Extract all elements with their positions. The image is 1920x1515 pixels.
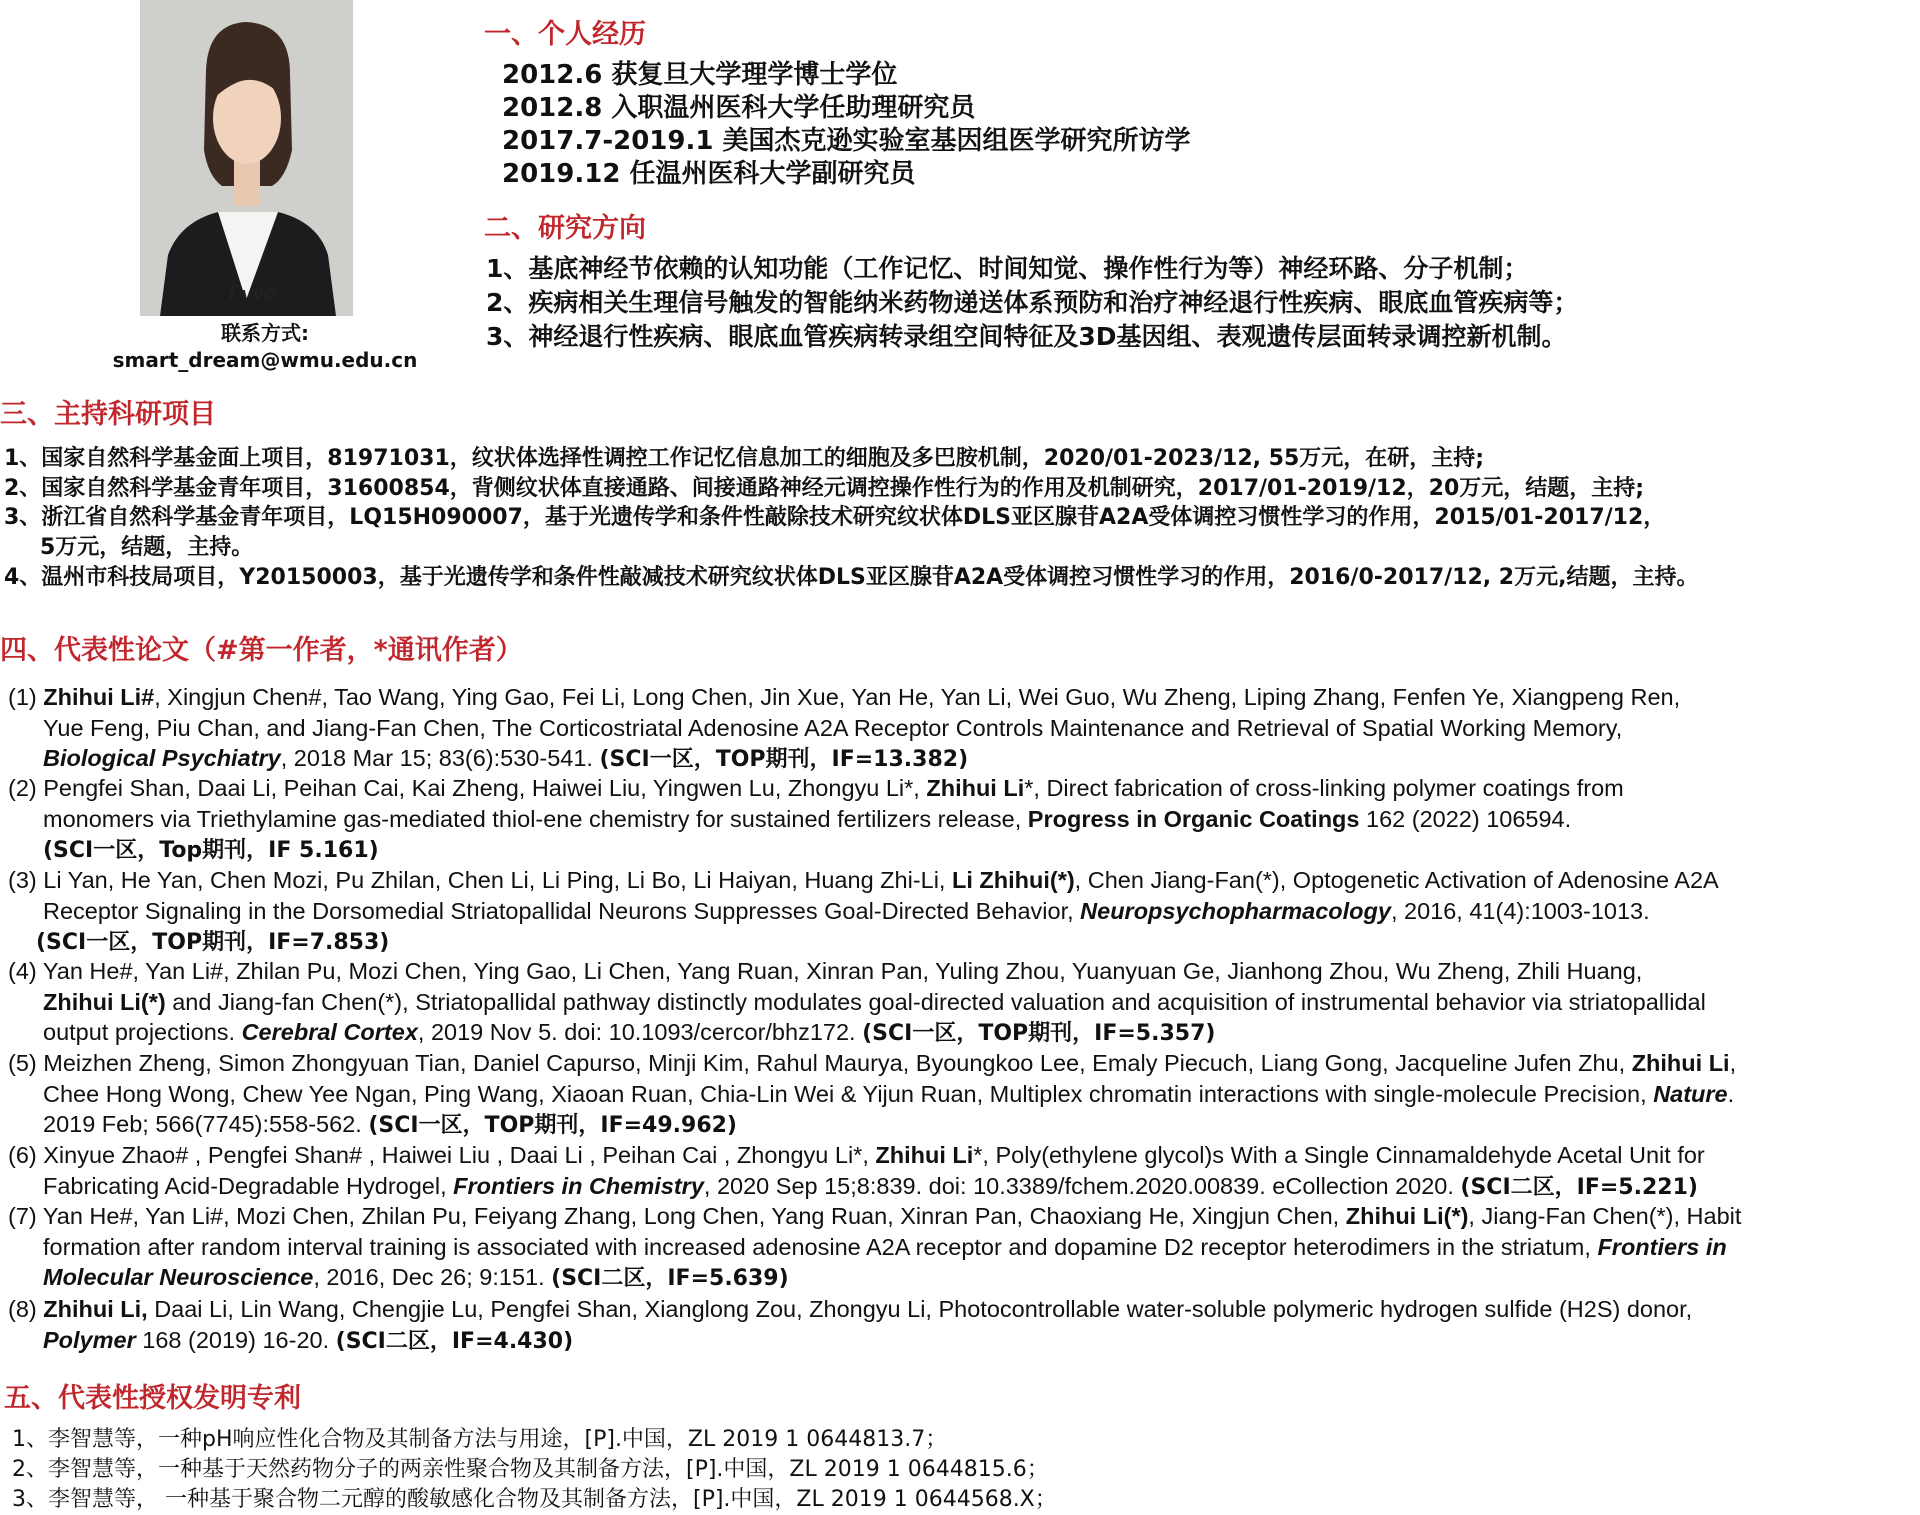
author-highlight: Zhihui Li	[875, 1142, 974, 1168]
contact-email[interactable]: smart_dream@wmu.edu.cn	[112, 348, 418, 372]
contact-block	[110, 320, 420, 374]
contact-label: 联系方式:	[221, 321, 309, 345]
paper-7: (7) Yan He#, Yan Li#, Mozi Chen, Zhilan Pu, Feiyang Zhang, Long Chen, Yang Ruan, Xinran Pan, Chaoxiang He, Xingjun Chen, Zhihui Li(*), Jiang-Fan Chen(*), Habit formation after random interval training is associated with increased adenosine A2A receptor and dopamine D2 receptor heterodimers in the striatum, Frontiers in Molecular Neuroscience, 2016, Dec 26; 9:151. (SCI二区，IF=5.639)	[8, 1203, 1742, 1291]
author-highlight: Zhihui Li#	[43, 684, 155, 710]
paper-1: (1) Zhihui Li#, Xingjun Chen#, Tao Wang, Ying Gao, Fei Li, Long Chen, Jin Xue, Yan He, Yan Li, Wei Guo, Wu Zheng, Liping Zhang, Fenfen Ye, Xiangpeng Ren, Yue Feng, Piu Chan, and Jiang-Fan Chen, The Corticostriatal Adenosine A2A Receptor Controls Maintenance and Retrieval of Spatial Working Memory, Biological Psychiatry, 2018 Mar 15; 83(6):530-541. (SCI一区，TOP期刊，IF=13.382)	[8, 684, 1681, 772]
paper-3: (3) Li Yan, He Yan, Chen Mozi, Pu Zhilan, Chen Li, Li Ping, Li Bo, Li Haiyan, Huang Zhi-Li, Li Zhihui(*), Chen Jiang-Fan(*), Optogenetic Activation of Adenosine A2A Receptor Signaling in the Dorsomedial Striatopallidal Neurons Suppresses Goal-Directed Behavior, Neuropsychopharmacology, 2016, 41(4):1003-1013. (SCI一区，TOP期刊，IF=7.853)	[8, 867, 1719, 955]
journal-name: Nature	[1653, 1080, 1728, 1107]
cv-item: 2019.12 任温州医科大学副研究员	[502, 159, 916, 189]
shirt-lettering: Lvvd	[228, 281, 277, 305]
portrait-image	[140, 0, 353, 316]
journal-name: Polymer	[43, 1326, 136, 1353]
journal-name: Neuropsychopharmacology	[1080, 897, 1391, 924]
author-highlight: Zhihui Li	[926, 775, 1025, 801]
cv-item: 2012.8 入职温州医科大学任助理研究员	[502, 93, 976, 123]
section-title-projects: 三、主持科研项目	[0, 399, 216, 430]
profile-photo	[140, 0, 353, 316]
patent-item: 3、李智慧等， 一种基于聚合物二元醇的酸敏感化合物及其制备方法，[P].中国，ZL 2019 1 0644568.X；	[12, 1487, 1057, 1512]
project-item: 1、国家自然科学基金面上项目，81971031，纹状体选择性调控工作记忆信息加工的细胞及多巴胺机制，2020/01-2023/12, 55万元，在研，主持;	[4, 446, 1485, 471]
journal-name: Biological Psychiatry	[43, 745, 281, 771]
research-item: 2、疾病相关生理信号触发的智能纳米药物递送体系预防和治疗神经退行性疾病、眼底血管疾病等；	[486, 288, 1579, 317]
impact-tag: (SCI二区，IF=5.639)	[551, 1266, 789, 1291]
author-highlight: Zhihui Li(*)	[1345, 1203, 1469, 1229]
paper-8: (8) Zhihui Li, Daai Li, Lin Wang, Chengjie Lu, Pengfei Shan, Xianglong Zou, Zhongyu Li, Photocontrollable water-soluble polymeric hydrogen sulfide (H2S) donor, Polymer 168 (2019) 16-20. (SCI二区，IF=4.430)	[8, 1296, 1693, 1354]
project-item: 3、浙江省自然科学基金青年项目，LQ15H090007，基于光遗传学和条件性敲除技术研究纹状体DLS亚区腺苷A2A受体调控习惯性学习的作用，2015/01-2017/12，	[4, 505, 1666, 530]
research-item: 1、基底神经节依赖的认知功能（工作记忆、时间知觉、操作性行为等）神经环路、分子机制；	[486, 254, 1529, 283]
author-highlight: Zhihui Li,	[43, 1296, 148, 1322]
cv-item: 2017.7-2019.1 美国杰克逊实验室基因组医学研究所访学	[502, 126, 1191, 156]
section-title-research: 二、研究方向	[484, 213, 646, 244]
patent-item: 2、李智慧等，一种基于天然药物分子的两亲性聚合物及其制备方法，[P].中国，ZL 2019 1 0644815.6；	[12, 1457, 1049, 1482]
author-highlight: Li Zhihui(*)	[951, 867, 1075, 893]
impact-tag: (SCI二区，IF=5.221)	[1460, 1174, 1698, 1200]
paper-2: (2) Pengfei Shan, Daai Li, Peihan Cai, Kai Zheng, Haiwei Liu, Yingwen Lu, Zhongyu Li*, Zhihui Li*, Direct fabrication of cross-linking polymer coatings from monomers via Triethylamine gas-mediated thiol-ene chemistry for sustained fertilizers release, Progress in Organic Coatings 162 (2022) 106594. (SCI一区，Top期刊，IF 5.161)	[8, 775, 1624, 863]
author-highlight: Zhihui Li(*)	[43, 988, 166, 1015]
journal-name: Frontiers in Chemistry	[453, 1172, 704, 1199]
cv-item: 2012.6 获复旦大学理学博士学位	[502, 60, 898, 90]
project-item: 4、温州市科技局项目，Y20150003，基于光遗传学和条件性敲减技术研究纹状体DLS亚区腺苷A2A受体调控习惯性学习的作用，2016/0-2017/12, 2万元,结题，主持。	[4, 565, 1699, 590]
impact-tag: (SCI一区，TOP期刊，IF=5.357)	[862, 1021, 1216, 1046]
journal-name: Molecular Neuroscience	[43, 1264, 314, 1290]
journal-name: Frontiers in	[1597, 1233, 1727, 1260]
research-item: 3、神经退行性疾病、眼底血管疾病转录组空间特征及3D基因组、表观遗传层面转录调控新机制。	[486, 322, 1567, 351]
patent-item: 1、李智慧等，一种pH响应性化合物及其制备方法与用途，[P].中国，ZL 2019 1 0644813.7；	[12, 1427, 948, 1452]
journal-name: Progress in Organic Coatings	[1027, 805, 1360, 832]
paper-6: (6) Xinyue Zhao# , Pengfei Shan# , Haiwei Liu , Daai Li , Peihan Cai , Zhongyu Li*, Zhihui Li*, Poly(ethylene glycol)s With a Single Cinnamaldehyde Acetal Unit for Fabricating Acid-Degradable Hydrogel, Frontiers in Chemistry, 2020 Sep 15;8:839. doi: 10.3389/fchem.2020.00839. eCollection 2020. (SCI二区，IF=5.221)	[8, 1142, 1705, 1200]
paper-5: (5) Meizhen Zheng, Simon Zhongyuan Tian, Daniel Capurso, Minji Kim, Rahul Maurya, Byoungkoo Lee, Emaly Piecuch, Liang Gong, Jacqueline Jufen Zhu, Zhihui Li, Chee Hong Wong, Chew Yee Ngan, Ping Wang, Xiaoan Ruan, Chia-Lin Wei & Yijun Ruan, Multiplex chromatin interactions with single-molecule Precision, Nature. 2019 Feb; 566(7745):558-562. (SCI一区，TOP期刊，IF=49.962)	[8, 1050, 1737, 1138]
section-title-patents: 五、代表性授权发明专利	[4, 1383, 301, 1414]
impact-tag: (SCI一区，TOP期刊，IF=7.853)	[36, 930, 390, 955]
paper-4: (4) Yan He#, Yan Li#, Zhilan Pu, Mozi Chen, Ying Gao, Li Chen, Yang Ruan, Xinran Pan, Yuling Zhou, Yuanyuan Ge, Jianhong Zhou, Wu Zheng, Zhili Huang, Zhihui Li(*) and Jiang-fan Chen(*), Striatopallidal pathway distinctly modulates goal-directed valuation and acquisition of instrumental behavior via striatopallidal output projections. Cerebral Cortex, 2019 Nov 5. doi: 10.1093/cercor/bhz172. (SCI一区，TOP期刊，IF=5.357)	[8, 958, 1706, 1046]
project-item: 2、国家自然科学基金青年项目，31600854，背侧纹状体直接通路、间接通路神经元调控操作性行为的作用及机制研究，2017/01-2019/12，20万元，结题，主持;	[4, 476, 1645, 501]
section-title-cv: 一、个人经历	[484, 19, 646, 50]
impact-tag: (SCI一区，TOP期刊，IF=13.382)	[599, 747, 969, 772]
impact-tag: (SCI一区，Top期刊，IF 5.161)	[43, 838, 379, 863]
journal-name: Cerebral Cortex	[241, 1019, 418, 1045]
section-title-papers: 四、代表性论文（#第一作者，*通讯作者）	[0, 635, 523, 666]
impact-tag: (SCI一区，TOP期刊，IF=49.962)	[368, 1113, 737, 1138]
project-item-continuation: 5万元，结题，主持。	[40, 535, 254, 560]
impact-tag: (SCI二区，IF=4.430)	[335, 1328, 574, 1354]
author-highlight: Zhihui Li	[1631, 1050, 1730, 1076]
